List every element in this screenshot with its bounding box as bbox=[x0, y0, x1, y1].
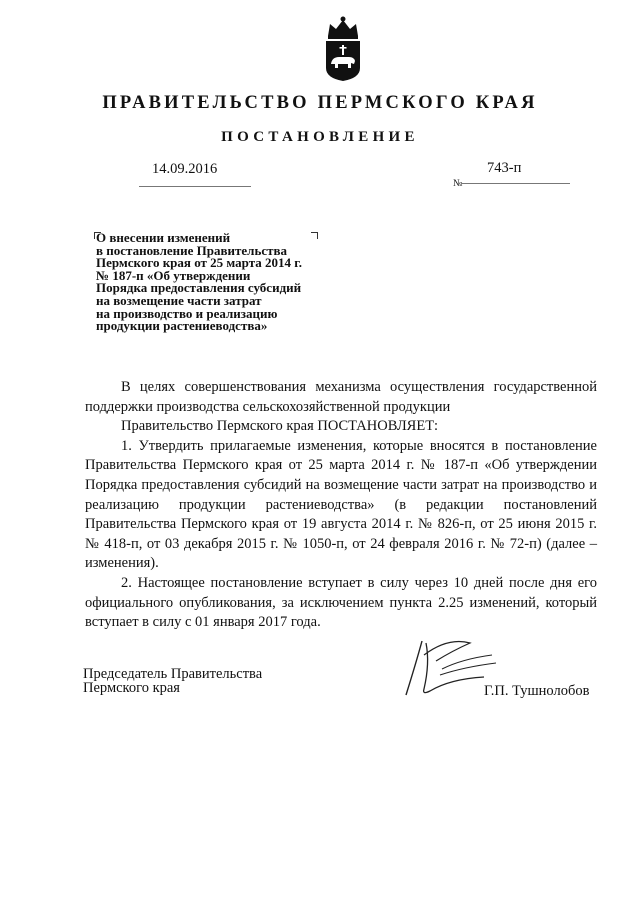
body-paragraph: 1. Утвердить прилагаемые изменения, которые вносятся в постановление Правительства Пермского края от 25 марта 2014 г. № 187-п «Об утверждении Порядка предоставления субсидий на возмещение части затрат на производство и реализацию продукции растениеводства» (в редакции постановлений Правительства Пермского края от 19 августа 2014 г. № 826-п, от 25 июня 2015 г. № 418-п, от 03 декабря 2015 г. № 1050-п, от 24 февраля 2016 г. № 72-п) (далее – изменения). bbox=[85, 437, 597, 572]
subject-line: продукции растениеводства» bbox=[96, 318, 268, 334]
document-type: ПОСТАНОВЛЕНИЕ bbox=[221, 129, 419, 145]
subject-line: на возмещение части затрат bbox=[96, 292, 262, 308]
body-paragraph: В целях совершенствования механизма осуществления государственной поддержки производства сельскохозяйственной продукции bbox=[85, 379, 597, 415]
subject-line: № 187-п «Об утверждении bbox=[96, 267, 251, 283]
document-date: 14.09.2016 bbox=[152, 161, 218, 177]
number-sign: № bbox=[453, 178, 463, 189]
document-subject bbox=[96, 232, 356, 333]
signatory-position bbox=[83, 667, 262, 695]
subject-line: Пермского края от 25 марта 2014 г. bbox=[96, 255, 302, 271]
coat-of-arms-icon bbox=[318, 14, 368, 82]
number-underline bbox=[462, 183, 570, 184]
subject-line: на производство и реализацию bbox=[96, 305, 278, 321]
signatory-position-line: Председатель Правительства bbox=[83, 666, 263, 682]
subject-line: в постановление Правительства bbox=[96, 242, 288, 258]
document-number: 743-п bbox=[487, 160, 522, 176]
subject-line: Порядка предоставления субсидий bbox=[96, 280, 302, 296]
body-paragraph: 2. Настоящее постановление вступает в силу через 10 дней после дня его официального опубликования, за исключением пункта 2.25 изменений, который вступает в силу с 01 января 2017 года. bbox=[85, 574, 597, 631]
government-title: ПРАВИТЕЛЬСТВО ПЕРМСКОГО КРАЯ bbox=[102, 93, 538, 113]
signatory-position-line: Пермского края bbox=[83, 680, 180, 696]
date-underline bbox=[139, 186, 251, 187]
body-paragraph: Правительство Пермского края ПОСТАНОВЛЯЕТ: bbox=[121, 418, 439, 435]
subject-line: О внесении изменений bbox=[96, 230, 231, 245]
document-body bbox=[85, 378, 597, 633]
signatory-name: Г.П. Тушнолобов bbox=[484, 683, 590, 699]
